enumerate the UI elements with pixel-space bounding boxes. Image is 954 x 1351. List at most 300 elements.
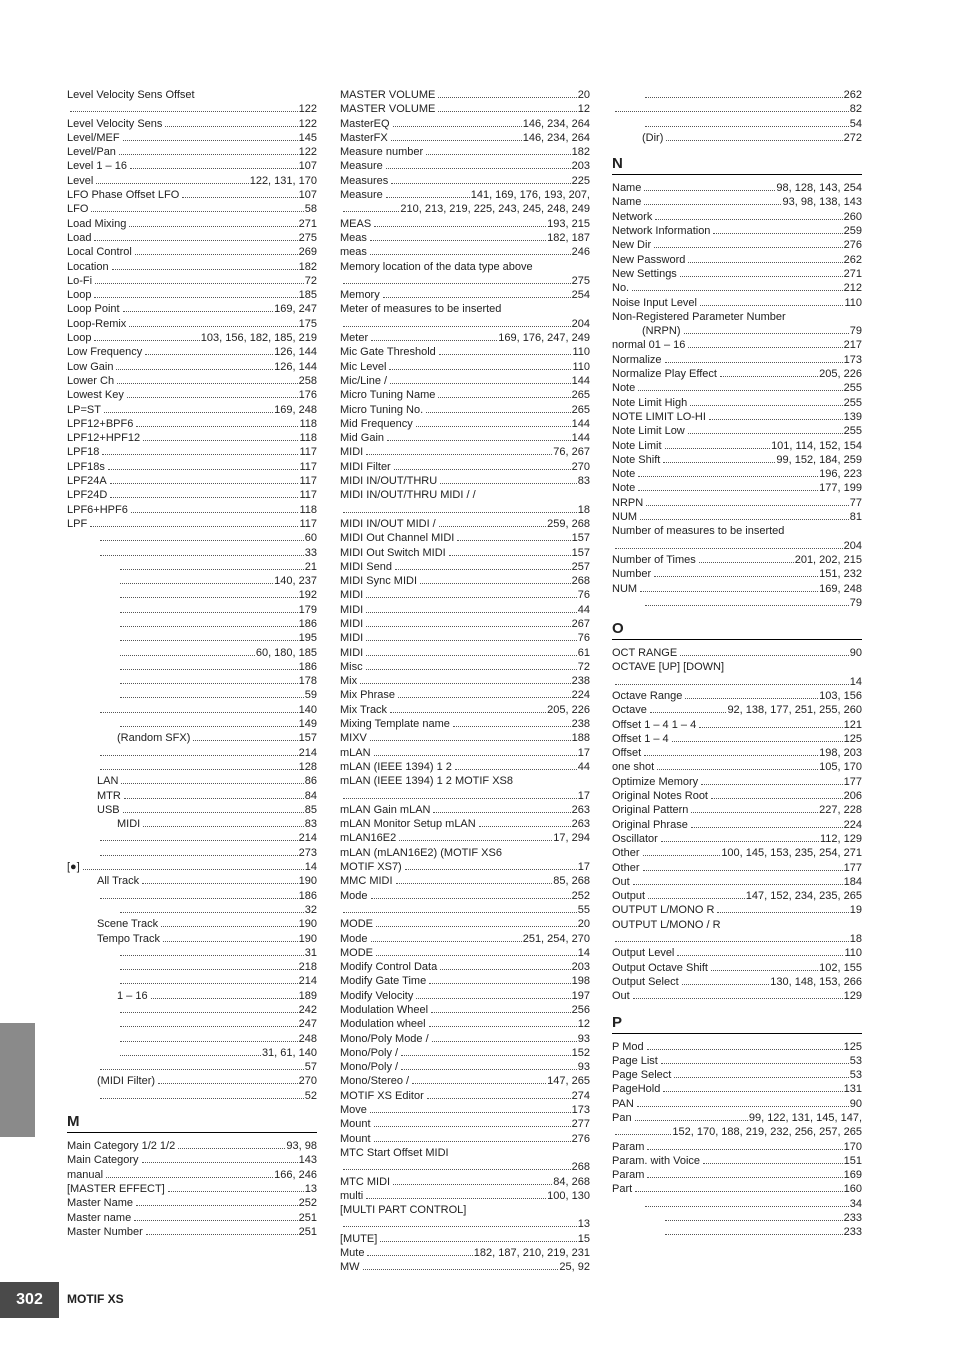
entry-pages: 14 — [849, 675, 862, 688]
index-entry — [67, 531, 317, 545]
dot-leader — [120, 1041, 298, 1042]
entry-pages: 112, 129 — [819, 832, 862, 845]
entry-pages: 262 — [843, 89, 862, 101]
index-entry — [67, 546, 317, 560]
index-entry — [612, 195, 862, 209]
dot-leader — [370, 240, 546, 241]
dot-leader — [663, 1091, 842, 1092]
entry-pages: 238 — [571, 675, 590, 688]
index-entry — [340, 803, 590, 817]
dot-leader — [640, 591, 818, 592]
index-entry — [612, 775, 862, 789]
index-entry — [612, 746, 862, 760]
entry-pages: 224 — [843, 818, 862, 831]
entry-pages: 190 — [298, 918, 317, 931]
dot-leader — [94, 240, 297, 241]
entry-term: Local Control — [67, 246, 132, 259]
index-entry — [67, 1032, 317, 1046]
entry-pages: 54 — [849, 117, 862, 130]
entry-pages: 203 — [571, 961, 590, 974]
index-entry — [67, 603, 317, 617]
product-name: MOTIF XS — [67, 1292, 124, 1306]
index-entry — [612, 481, 862, 495]
index-entry — [67, 874, 317, 888]
entry-pages: 100, 145, 153, 235, 254, 271 — [721, 847, 862, 860]
entry-term: MTR — [97, 789, 121, 802]
entry-pages: 277 — [571, 1118, 590, 1131]
dot-leader — [120, 640, 298, 641]
dot-leader — [343, 912, 577, 913]
dot-leader — [143, 440, 298, 441]
entry-pages: 110 — [844, 296, 862, 309]
entry-term: Low Gain — [67, 360, 114, 373]
dot-leader — [108, 469, 299, 470]
index-entry — [612, 324, 862, 338]
index-entry — [612, 1140, 862, 1154]
dot-leader — [100, 855, 298, 856]
index-entry — [67, 388, 317, 402]
dot-leader — [615, 941, 849, 942]
entry-term: Normalize Play Effect — [612, 368, 717, 381]
entry-term: Note Limit Low — [612, 425, 685, 438]
entry-term: PageHold — [612, 1083, 661, 1096]
dot-leader — [374, 1141, 571, 1142]
index-entry — [67, 946, 317, 960]
entry-pages: 269 — [298, 246, 317, 259]
index-entry — [67, 288, 317, 302]
entry-pages: 157 — [571, 532, 590, 545]
index-entry — [67, 360, 317, 374]
entry-term: Network Information — [612, 225, 711, 238]
index-entry — [612, 553, 862, 567]
dot-leader — [644, 204, 781, 205]
entry-term: Load — [67, 231, 92, 244]
index-entry — [67, 1153, 317, 1167]
entry-pages: 233 — [843, 1212, 862, 1225]
entry-term: Oscillator — [612, 832, 658, 845]
dot-leader — [439, 526, 546, 527]
entry-pages: 260 — [843, 210, 862, 223]
index-entry — [340, 288, 590, 302]
entry-pages: 85, 268 — [553, 875, 590, 888]
entry-pages: 273 — [298, 846, 317, 859]
index-entry — [67, 1225, 317, 1239]
entry-pages: 206 — [843, 790, 862, 803]
entry-pages: 126, 144 — [274, 360, 317, 373]
dot-leader — [120, 1012, 298, 1013]
index-entry — [340, 603, 590, 617]
entry-term: Out — [612, 990, 630, 1003]
entry-term: Note — [612, 482, 636, 495]
dot-leader — [665, 1220, 843, 1221]
index-entry — [340, 159, 590, 173]
dot-leader — [100, 540, 304, 541]
entry-pages: 15 — [577, 1232, 590, 1245]
dot-leader — [371, 941, 522, 942]
index-entry — [340, 460, 590, 474]
entry-term: Mode — [340, 889, 368, 902]
index-entry — [340, 674, 590, 688]
index-entry — [67, 331, 317, 345]
index-entry — [67, 932, 317, 946]
dot-leader — [163, 941, 298, 942]
entry-term: Network — [612, 210, 653, 223]
entry-pages: 141, 169, 176, 193, 207, — [470, 189, 590, 202]
index-entry — [340, 617, 590, 631]
index-entry — [67, 703, 317, 717]
index-entry — [340, 88, 590, 102]
entry-pages: 146, 234, 264 — [522, 117, 590, 130]
entry-pages: 251 — [298, 1225, 317, 1238]
index-entry — [67, 974, 317, 988]
entry-term: OCTAVE [UP] [DOWN] — [612, 661, 725, 674]
entry-pages: 197 — [571, 989, 590, 1002]
index-entry — [612, 961, 862, 975]
entry-term: Modulation wheel — [340, 1018, 426, 1031]
dot-leader — [168, 1191, 304, 1192]
entry-term: Master Number — [67, 1225, 143, 1238]
dot-leader — [700, 305, 843, 306]
entry-pages: 157 — [298, 732, 317, 745]
entry-pages: 58 — [304, 203, 317, 216]
index-entry — [612, 846, 862, 860]
index-entry — [67, 631, 317, 645]
entry-pages: 72 — [577, 660, 590, 673]
index-entry — [340, 331, 590, 345]
entry-term: New Dir — [612, 239, 652, 252]
dot-leader — [120, 955, 304, 956]
index-entry — [67, 102, 317, 116]
index-entry — [67, 217, 317, 231]
dot-leader — [390, 383, 571, 384]
entry-term: Output — [612, 890, 646, 903]
entry-pages: 254 — [571, 289, 590, 302]
dot-leader — [366, 597, 577, 598]
entry-pages: 238 — [571, 718, 590, 731]
entry-term: Note — [612, 468, 636, 481]
entry-pages: 224 — [571, 689, 590, 702]
index-entry — [612, 367, 862, 381]
index-entry — [340, 102, 590, 116]
index-entry — [67, 1046, 317, 1060]
entry-pages: 110 — [572, 346, 590, 359]
entry-pages: 173 — [843, 353, 862, 366]
dot-leader — [106, 1177, 273, 1178]
entry-term: Page List — [612, 1054, 658, 1067]
entry-term: Loop-Remix — [67, 317, 127, 330]
index-entry — [340, 217, 590, 231]
index-entry — [67, 660, 317, 674]
dot-leader — [433, 812, 570, 813]
entry-term: Out — [612, 875, 630, 888]
entry-pages: 186 — [298, 660, 317, 673]
entry-term: (Dir) — [642, 131, 664, 144]
entry-term: MIDI — [117, 818, 141, 831]
entry-pages: 246 — [571, 246, 590, 259]
entry-pages: 102, 155 — [819, 961, 862, 974]
entry-pages: 177 — [843, 861, 862, 874]
dot-leader — [95, 283, 304, 284]
index-entry — [340, 574, 590, 588]
index-entry — [67, 88, 317, 102]
entry-term: Tempo Track — [97, 932, 160, 945]
dot-leader — [429, 1026, 577, 1027]
entry-pages: 205, 226 — [819, 368, 862, 381]
entry-term: Number of measures to be inserted — [612, 525, 785, 538]
dot-leader — [161, 926, 298, 927]
entry-term: normal 01 – 16 — [612, 339, 686, 352]
dot-leader — [371, 898, 571, 899]
entry-pages: 144 — [571, 417, 590, 430]
dot-leader — [691, 812, 818, 813]
index-entry — [340, 202, 590, 216]
dot-leader — [123, 140, 298, 141]
entry-term: LPF24A — [67, 475, 107, 488]
dot-leader — [401, 1055, 571, 1056]
entry-term: Move — [340, 1104, 367, 1117]
entry-pages: 18 — [849, 933, 862, 946]
entry-pages: 275 — [571, 274, 590, 287]
entry-term: New Settings — [612, 267, 677, 280]
index-entry — [612, 675, 862, 689]
entry-term: Original Pattern — [612, 804, 689, 817]
index-entry — [67, 317, 317, 331]
entry-pages: 17 — [577, 789, 590, 802]
index-entry — [67, 1182, 317, 1196]
entry-term: P Mod — [612, 1040, 644, 1053]
entry-term: LPF — [67, 517, 88, 530]
entry-term: Name — [612, 196, 642, 209]
entry-pages: 271 — [843, 267, 862, 280]
entry-pages: 107 — [298, 160, 317, 173]
dot-leader — [688, 433, 843, 434]
dot-leader — [455, 769, 577, 770]
entry-pages: 195 — [298, 632, 317, 645]
entry-term: Name — [612, 182, 642, 195]
dot-leader — [438, 97, 576, 98]
entry-pages: 128 — [298, 760, 317, 773]
dot-leader — [386, 168, 571, 169]
dot-leader — [688, 262, 842, 263]
dot-leader — [178, 1148, 285, 1149]
entry-pages: 276 — [843, 239, 862, 252]
index-entry — [340, 846, 590, 860]
index-entry — [612, 338, 862, 352]
dot-leader — [366, 612, 577, 613]
entry-term: No. — [612, 282, 630, 295]
entry-term: Offset 1 – 4 1 – 4 — [612, 718, 697, 731]
dot-leader — [665, 362, 843, 363]
entry-pages: 169, 248 — [274, 403, 317, 416]
index-entry — [340, 731, 590, 745]
dot-leader — [374, 226, 546, 227]
index-entry — [612, 1054, 862, 1068]
entry-pages: 169, 176, 247, 249 — [498, 332, 590, 345]
dot-leader — [647, 1049, 843, 1050]
entry-term: LPF24D — [67, 489, 108, 502]
index-entry — [67, 731, 317, 745]
dot-leader — [615, 548, 843, 549]
entry-pages: 182, 187, 210, 219, 231 — [473, 1247, 590, 1260]
index-entry — [340, 1060, 590, 1074]
dot-leader — [663, 462, 775, 463]
entry-pages: 263 — [571, 803, 590, 816]
entry-pages: 99, 122, 131, 145, 147, — [748, 1112, 862, 1124]
entry-pages: 146, 234, 264 — [522, 131, 590, 144]
index-entry — [340, 1160, 590, 1174]
entry-term: All Track — [97, 875, 140, 888]
entry-pages: 188 — [571, 732, 590, 745]
entry-pages: 76 — [577, 589, 590, 602]
entry-pages: 53 — [849, 1069, 862, 1082]
index-entry — [612, 596, 862, 610]
index-entry — [612, 918, 862, 932]
entry-pages: 76 — [577, 632, 590, 645]
entry-term: Load Mixing — [67, 217, 127, 230]
entry-term: mLAN16E2 — [340, 832, 397, 845]
index-entry — [612, 539, 862, 553]
index-entry — [612, 1097, 862, 1111]
entry-term: mLAN — [340, 746, 371, 759]
dot-leader — [370, 1112, 571, 1113]
index-entry — [340, 932, 590, 946]
dot-leader — [119, 154, 298, 155]
index-entry — [612, 88, 862, 102]
entry-pages: 252 — [571, 889, 590, 902]
dot-leader — [637, 1106, 849, 1107]
index-entry — [67, 1017, 317, 1031]
dot-leader — [709, 419, 843, 420]
dot-leader — [120, 597, 298, 598]
dot-leader — [479, 826, 571, 827]
entry-pages: 214 — [298, 832, 317, 845]
index-entry — [340, 1017, 590, 1031]
dot-leader — [640, 519, 849, 520]
dot-leader — [713, 233, 842, 234]
entry-term: MASTER VOLUME — [340, 89, 436, 101]
dot-leader — [635, 1120, 748, 1121]
entry-pages: 55 — [577, 903, 590, 916]
entry-term: USB — [97, 803, 120, 816]
dot-leader — [120, 697, 304, 698]
index-entry — [67, 746, 317, 760]
index-entry — [340, 388, 590, 402]
dot-leader — [120, 583, 273, 584]
entry-term: Misc — [340, 660, 363, 673]
index-entry — [67, 403, 317, 417]
entry-term: Octave — [612, 704, 647, 717]
index-entry — [612, 1068, 862, 1082]
entry-pages: 182, 187 — [547, 231, 590, 244]
index-entry — [340, 1132, 590, 1146]
dot-leader — [376, 926, 577, 927]
index-entry — [340, 345, 590, 359]
dot-leader — [120, 612, 298, 613]
entry-pages: 203 — [571, 160, 590, 173]
entry-term: Mix Phrase — [340, 689, 396, 702]
entry-term: Param. with Voice — [612, 1154, 701, 1167]
entry-term: MOTIF XS Editor — [340, 1089, 424, 1102]
index-entry — [612, 818, 862, 832]
entry-term: 1 – 16 — [117, 989, 148, 1002]
index-entry — [612, 210, 862, 224]
entry-term: Mount — [340, 1118, 371, 1131]
entry-pages: 204 — [571, 317, 590, 330]
index-entry — [340, 903, 590, 917]
entry-term: LPF6+HPF6 — [67, 503, 128, 516]
dot-leader — [120, 983, 298, 984]
index-entry — [340, 946, 590, 960]
section-letter-o: O — [612, 620, 862, 640]
entry-term: [MASTER EFFECT] — [67, 1182, 165, 1195]
index-entry — [612, 989, 862, 1003]
entry-term: MasterEQ — [340, 117, 390, 130]
entry-pages: 93 — [577, 1061, 590, 1074]
entry-pages: 233 — [843, 1226, 862, 1239]
entry-pages: 83 — [577, 475, 590, 488]
entry-term: Normalize — [612, 353, 662, 366]
index-entry — [340, 774, 590, 788]
entry-pages: 34 — [849, 1197, 862, 1210]
entry-term: Param — [612, 1169, 645, 1182]
dot-leader — [117, 383, 298, 384]
entry-term: Main Category 1/2 1/2 — [67, 1140, 176, 1153]
entry-term: MasterFX — [340, 131, 388, 144]
entry-term: PAN — [612, 1097, 634, 1110]
dot-leader — [165, 126, 297, 127]
entry-term: Modulation Wheel — [340, 1004, 429, 1016]
entry-term: MIDI Out Switch MIDI — [340, 546, 446, 559]
dot-leader — [127, 397, 298, 398]
index-entry — [612, 181, 862, 195]
entry-term: Octave Range — [612, 689, 683, 702]
entry-term: LPF12+HPF12 — [67, 432, 141, 445]
dot-leader — [457, 540, 570, 541]
dot-leader — [657, 769, 818, 770]
index-entry — [612, 1197, 862, 1211]
entry-term: MIDI — [340, 589, 364, 602]
entry-pages: 259, 268 — [547, 517, 590, 530]
entry-term: Master Name — [67, 1197, 134, 1210]
entry-pages: 103, 156 — [819, 689, 862, 702]
entry-pages: 118 — [299, 417, 317, 430]
dot-leader — [644, 755, 818, 756]
dot-leader — [100, 898, 298, 899]
entry-term: [●] — [67, 861, 80, 874]
entry-pages: 186 — [298, 889, 317, 902]
dot-leader — [432, 1041, 577, 1042]
dot-leader — [396, 883, 553, 884]
dot-leader — [123, 311, 274, 312]
dot-leader — [717, 912, 848, 913]
entry-pages: 201, 202, 215 — [794, 553, 862, 566]
dot-leader — [647, 1149, 842, 1150]
entry-pages: 272 — [843, 131, 862, 144]
dot-leader — [654, 576, 818, 577]
dot-leader — [645, 605, 849, 606]
dot-leader — [638, 490, 818, 491]
dot-leader — [120, 683, 298, 684]
entry-pages: 170 — [843, 1140, 862, 1153]
entry-pages: 255 — [843, 425, 862, 438]
index-entry — [340, 374, 590, 388]
entry-pages: 14 — [577, 946, 590, 959]
index-entry — [612, 453, 862, 467]
index-entry — [340, 746, 590, 760]
index-entry — [612, 253, 862, 267]
dot-leader — [703, 1163, 843, 1164]
index-entry — [612, 117, 862, 131]
